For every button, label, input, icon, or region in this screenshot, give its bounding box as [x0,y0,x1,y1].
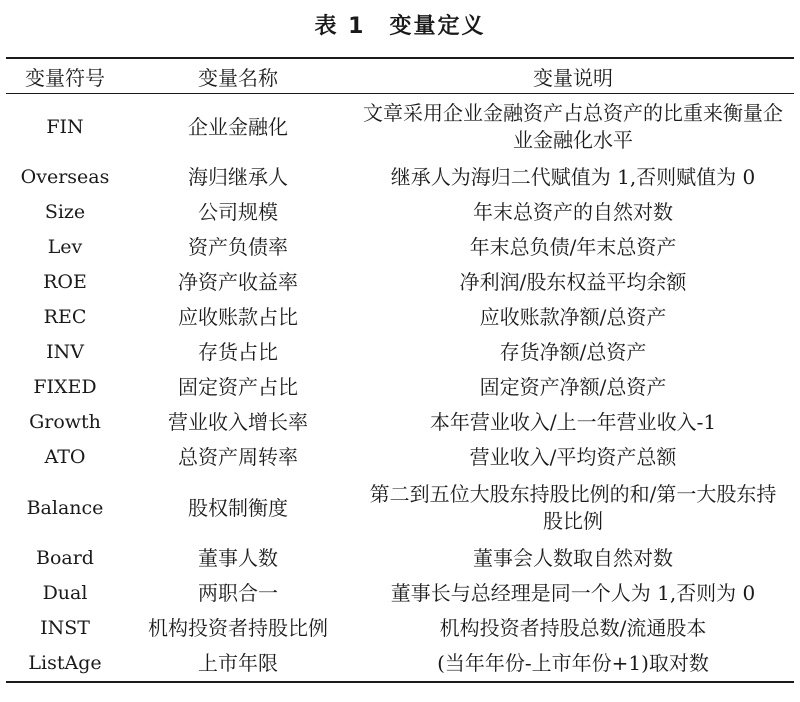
table-header-row [6,58,794,94]
header-variable-symbol: 变量符号 [6,58,124,94]
cell-name: 资产负债率 [188,235,288,259]
cell-description: 第二到五位大股东持股比例的和/第一大股东持股比例 [369,482,777,533]
table-row [6,370,794,405]
cell-name: 公司规模 [198,200,278,224]
cell-name: 机构投资者持股比例 [148,616,328,640]
cell-name: 净资产收益率 [178,270,298,294]
table-row [6,195,794,230]
cell-description: 文章采用企业金融资产占总资产的比重来衡量企业金融化水平 [363,101,783,152]
table-row [6,160,794,195]
cell-description: 本年营业收入/上一年营业收入-1 [429,410,717,434]
cell-description: 继承人为海归二代赋值为 1,否则赋值为 0 [390,165,756,189]
table-row [6,440,794,475]
cell-name: 企业金融化 [188,114,288,139]
cell-name: 海归继承人 [188,165,288,189]
cell-name: 总资产周转率 [178,445,298,469]
cell-name: 董事人数 [198,546,278,570]
cell-description: 机构投资者持股总数/流通股本 [439,616,707,640]
cell-symbol: ListAge [28,652,102,674]
cell-symbol: Growth [29,411,101,433]
cell-description: 存货净额/总资产 [499,340,647,364]
table-row [6,576,794,611]
cell-symbol: REC [43,306,87,328]
table-row [6,230,794,265]
variable-definition-table [6,57,794,683]
cell-symbol: FIXED [33,376,97,398]
cell-description: 年末总负债/年末总资产 [469,235,677,259]
cell-name: 上市年限 [198,651,278,675]
table-row [6,405,794,440]
cell-symbol: Size [44,201,86,223]
header-variable-description: 变量说明 [352,58,794,94]
cell-symbol: Balance [26,496,104,519]
header-variable-name: 变量名称 [124,58,352,94]
cell-symbol: ROE [43,271,87,293]
cell-symbol: INST [40,617,90,639]
cell-symbol: Lev [47,236,83,258]
cell-symbol: Dual [42,582,88,604]
cell-description: 应收账款净额/总资产 [479,305,667,329]
table-row [6,611,794,646]
table-row [6,300,794,335]
cell-symbol: ATO [44,446,86,468]
table-row [6,265,794,300]
table-row [6,335,794,370]
table-row [6,646,794,682]
cell-symbol: Board [36,547,94,569]
cell-name: 股权制衡度 [188,495,288,520]
cell-name: 两职合一 [198,581,278,605]
cell-description: 董事长与总经理是同一个人为 1,否则为 0 [390,581,756,605]
cell-symbol: FIN [46,115,84,138]
cell-name: 应收账款占比 [178,305,298,329]
cell-name: 存货占比 [198,340,278,364]
table-title: 表 1 变量定义 [314,14,486,39]
table-row [6,94,794,161]
cell-description: 净利润/股东权益平均余额 [459,270,687,294]
cell-description: (当年年份-上市年份+1)取对数 [437,651,709,675]
cell-symbol: INV [46,341,84,363]
table-row [6,475,794,541]
cell-symbol: Overseas [20,166,110,188]
cell-name: 固定资产占比 [178,375,298,399]
cell-name: 营业收入增长率 [168,410,308,434]
cell-description: 营业收入/平均资产总额 [469,445,677,469]
table-container [6,57,794,683]
cell-description: 董事会人数取自然对数 [473,546,673,570]
cell-description: 固定资产净额/总资产 [479,375,667,399]
table-row [6,541,794,576]
cell-description: 年末总资产的自然对数 [473,200,673,224]
